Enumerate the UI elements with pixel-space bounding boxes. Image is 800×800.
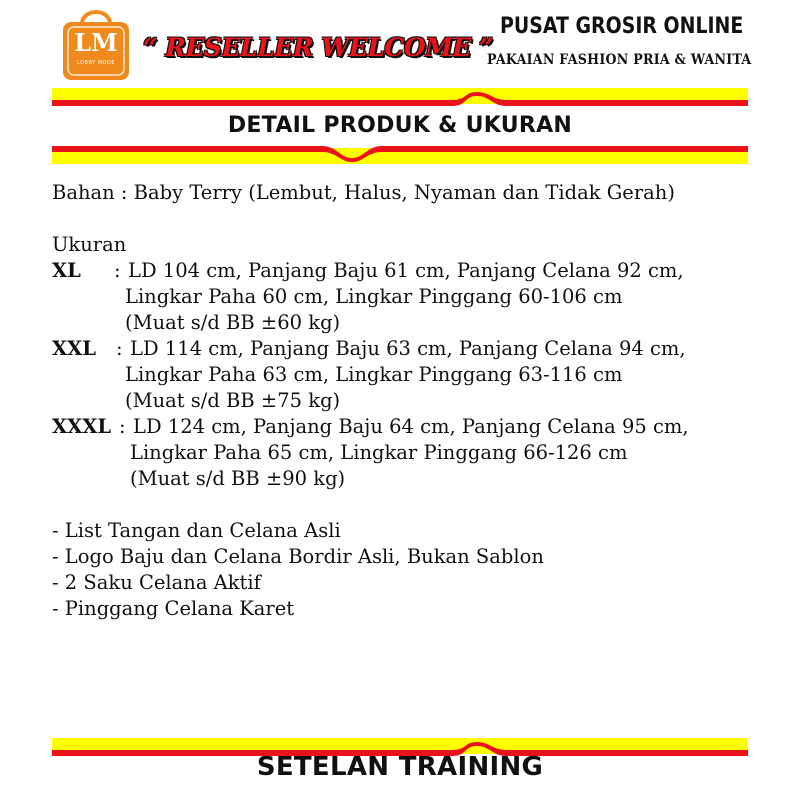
feature-item: - Pinggang Celana Karet: [52, 597, 295, 620]
size-line-1: LD 114 cm, Panjang Baju 63 cm, Panjang Celana 94 cm,: [130, 337, 686, 360]
product-details: [52, 180, 772, 622]
detail-banner: [52, 88, 748, 164]
size-row-xl: [52, 258, 772, 284]
size-row-xxxl-3: [52, 466, 772, 492]
store-title: PUSAT GROSIR ONLINE: [500, 14, 744, 39]
feature-item: - 2 Saku Celana Aktif: [52, 571, 261, 594]
reseller-welcome-heading: “ RESELLER WELCOME ”: [143, 32, 493, 62]
size-separator: :: [119, 415, 126, 438]
size-separator: :: [114, 259, 121, 282]
detail-banner-title: DETAIL PRODUK & UKURAN: [227, 113, 573, 138]
size-line-2: Lingkar Paha 60 cm, Lingkar Pinggang 60-106 cm: [125, 285, 623, 308]
size-code: XXXL: [52, 415, 112, 438]
size-line-3: (Muat s/d BB ±90 kg): [130, 467, 346, 490]
size-row-xxl: [52, 336, 772, 362]
size-line-2: Lingkar Paha 63 cm, Lingkar Pinggang 63-116 cm: [125, 363, 623, 386]
size-line-2: Lingkar Paha 65 cm, Lingkar Pinggang 66-126 cm: [130, 441, 628, 464]
logo-text: LM: [74, 28, 118, 57]
size-heading: Ukuran: [52, 233, 127, 256]
material-text: Bahan : Baby Terry (Lembut, Halus, Nyaman dan Tidak Gerah): [52, 181, 675, 204]
feature-item: - Logo Baju dan Celana Bordir Asli, Bukan Sablon: [52, 545, 544, 568]
product-name-banner: [52, 738, 748, 800]
size-row-xxl-2: [52, 362, 772, 388]
size-row-xl-3: [52, 310, 772, 336]
size-row-xl-2: [52, 284, 772, 310]
logo-subtext: LOBBY MODE: [76, 60, 116, 66]
size-separator: :: [116, 337, 123, 360]
lm-logo: [55, 2, 137, 84]
size-code: XXL: [52, 337, 96, 360]
store-subtitle: PAKAIAN FASHION PRIA & WANITA: [487, 52, 752, 68]
size-line-1: LD 124 cm, Panjang Baju 64 cm, Panjang Celana 95 cm,: [133, 415, 689, 438]
size-line-3: (Muat s/d BB ±60 kg): [125, 311, 341, 334]
size-line-3: (Muat s/d BB ±75 kg): [125, 389, 341, 412]
size-line-1: LD 104 cm, Panjang Baju 61 cm, Panjang Celana 92 cm,: [128, 259, 684, 282]
feature-item: - List Tangan dan Celana Asli: [52, 519, 341, 542]
product-name-title: SETELAN TRAINING: [256, 752, 544, 782]
size-code: XL: [52, 259, 81, 282]
size-row-xxxl: [52, 414, 772, 440]
feature-list: [52, 518, 772, 622]
size-row-xxxl-2: [52, 440, 772, 466]
size-row-xxl-3: [52, 388, 772, 414]
